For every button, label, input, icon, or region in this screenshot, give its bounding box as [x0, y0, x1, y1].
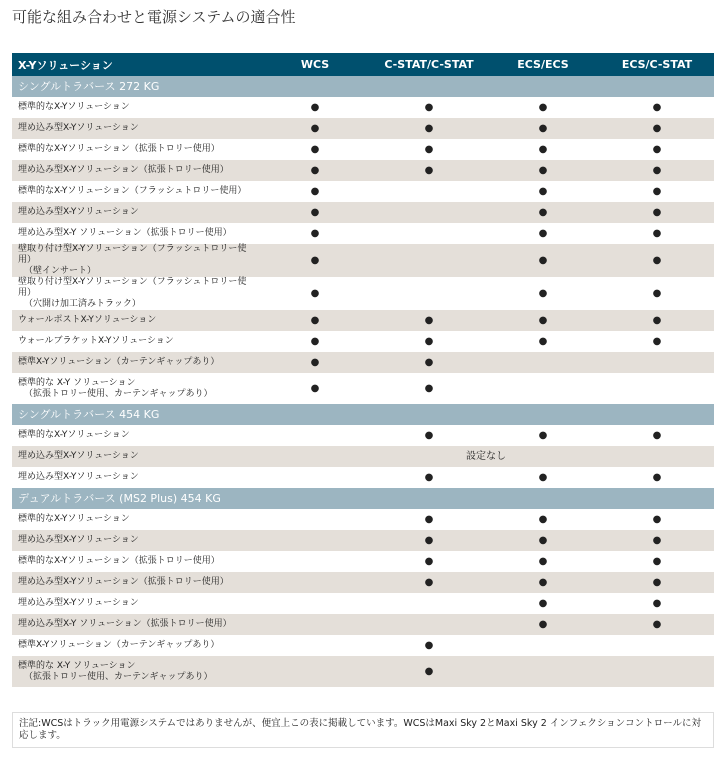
compatible-mark: ● [538, 336, 548, 347]
compatible-mark: ● [600, 160, 714, 181]
row-label [12, 118, 258, 139]
compatible-mark: ● [486, 118, 600, 139]
empty-cell [486, 373, 600, 404]
compatible-mark: ● [538, 514, 548, 525]
row-label-text: 壁取り付け型X-Yソリューション（フラッシュトロリー使用） [18, 244, 247, 265]
section-header [12, 488, 714, 509]
compatible-mark: ● [538, 102, 548, 113]
compatible-mark: ● [652, 472, 662, 483]
row-label [12, 530, 258, 551]
compatible-mark: ● [424, 430, 434, 441]
row-label-text: 標準的なX-Yソリューション [18, 102, 130, 112]
compatible-mark: ● [538, 186, 548, 197]
compatible-mark: ● [486, 244, 600, 277]
empty-cell [372, 614, 486, 635]
row-label-text: 埋め込み型X-Yソリューション（拡張トロリー使用） [18, 577, 229, 587]
compatible-mark: ● [600, 202, 714, 223]
row-label-text: 標準的な X-Y ソリューション [18, 377, 136, 388]
empty-cell [486, 656, 600, 687]
compatible-mark: ● [652, 186, 662, 197]
compatible-mark: ● [486, 160, 600, 181]
compatible-mark: ● [652, 556, 662, 567]
compatible-mark: ● [652, 228, 662, 239]
row-label [12, 352, 258, 373]
row-label [12, 97, 258, 118]
compatible-mark: ● [372, 572, 486, 593]
row-label [12, 551, 258, 572]
compatible-mark: ● [310, 228, 320, 239]
row-label [12, 223, 258, 244]
col-header-ecs: ECS/ECS [486, 53, 600, 76]
compatible-mark: ● [538, 598, 548, 609]
empty-cell [258, 635, 372, 656]
table-row [12, 331, 714, 352]
empty-cell [372, 202, 486, 223]
compatible-mark: ● [652, 514, 662, 525]
table-row [12, 160, 714, 181]
row-label [12, 277, 258, 310]
empty-cell [486, 635, 600, 656]
compatible-mark: ● [538, 228, 548, 239]
row-label [12, 509, 258, 530]
row-label-text: ウォールポストX-Yソリューション [18, 315, 157, 325]
empty-cell [600, 352, 714, 373]
compatible-mark: ● [424, 144, 434, 155]
compatible-mark: ● [600, 614, 714, 635]
row-label [12, 160, 258, 181]
row-label-text: 埋め込み型X-Yソリューション [18, 535, 139, 545]
compatible-mark: ● [424, 514, 434, 525]
compatible-mark: ● [652, 598, 662, 609]
compatible-mark: ● [486, 310, 600, 331]
compatible-mark: ● [486, 530, 600, 551]
row-label-text: 埋め込み型X-Yソリューション [18, 123, 139, 133]
table-row [12, 656, 714, 687]
table-row [12, 509, 714, 530]
compatibility-table [12, 53, 714, 687]
empty-cell [258, 593, 372, 614]
compatible-mark: ● [486, 202, 600, 223]
empty-cell [258, 467, 372, 488]
row-label-sub: （壁インサート） [24, 266, 97, 276]
compatible-mark: ● [310, 186, 320, 197]
empty-cell [258, 656, 372, 687]
row-label-text: 標準X-Yソリューション（カーテンギャップあり） [18, 357, 220, 367]
table-row [12, 530, 714, 551]
compatible-mark: ● [486, 614, 600, 635]
row-label-text: 壁取り付け型X-Yソリューション（フラッシュトロリー使用） [18, 277, 247, 298]
footnote-text: 注記:WCSはトラック用電源システムではありませんが、便宜上この表に掲載しています。WCSはMaxi Sky 2とMaxi Sky 2 インフェクションコントロールに対応します。 [19, 718, 701, 741]
row-label [12, 572, 258, 593]
row-label [12, 635, 258, 656]
row-label-text: 埋め込み型X-Y ソリューション（拡張トロリー使用） [18, 228, 232, 238]
empty-cell [600, 635, 714, 656]
table-row [12, 277, 714, 310]
table-row [12, 614, 714, 635]
row-label-sub: （拡張トロリー使用、カーテンギャップあり） [24, 388, 213, 399]
row-label [12, 310, 258, 331]
row-label-text: 埋め込み型X-Yソリューション [18, 472, 139, 482]
empty-cell [372, 223, 486, 244]
compatible-mark: ● [424, 472, 434, 483]
row-label-text: 標準的なX-Yソリューション（拡張トロリー使用） [18, 556, 220, 566]
footnote [12, 712, 714, 748]
section-title: シングルトラバース 454 KG [12, 404, 714, 425]
row-label [12, 373, 258, 404]
section-title: シングルトラバース 272 KG [12, 76, 714, 97]
empty-cell [258, 530, 372, 551]
compatible-mark: ● [258, 310, 372, 331]
compatible-mark: ● [652, 336, 662, 347]
row-label [12, 244, 258, 277]
row-label [12, 446, 258, 467]
compatible-mark: ● [310, 288, 320, 299]
row-label [12, 181, 258, 202]
section-header [12, 76, 714, 97]
empty-cell [372, 277, 486, 310]
row-label-text: 標準的なX-Yソリューション（フラッシュトロリー使用） [18, 186, 247, 196]
col-header-wcs: WCS [258, 53, 372, 76]
compatible-mark: ● [538, 472, 548, 483]
empty-cell [258, 572, 372, 593]
empty-cell [372, 593, 486, 614]
row-label-text: 埋め込み型X-Y ソリューション（拡張トロリー使用） [18, 619, 232, 629]
empty-cell [372, 244, 486, 277]
empty-cell [258, 614, 372, 635]
compatible-mark: ● [652, 144, 662, 155]
compatible-mark: ● [538, 556, 548, 567]
compatible-mark: ● [600, 244, 714, 277]
compatible-mark: ● [310, 144, 320, 155]
empty-cell [258, 425, 372, 446]
row-label [12, 467, 258, 488]
col-header-cstat: C-STAT/C-STAT [372, 53, 486, 76]
compatible-mark: ● [652, 102, 662, 113]
table-row [12, 139, 714, 160]
compatible-mark: ● [424, 102, 434, 113]
row-label-text: 標準X-Yソリューション（カーテンギャップあり） [18, 640, 220, 650]
row-label-text: 埋め込み型X-Yソリューション [18, 598, 139, 608]
compatible-mark: ● [372, 352, 486, 373]
row-label [12, 614, 258, 635]
compatible-mark: ● [424, 336, 434, 347]
row-label-text: 埋め込み型X-Yソリューション [18, 207, 139, 217]
empty-cell [258, 509, 372, 530]
table-row [12, 425, 714, 446]
row-label [12, 139, 258, 160]
empty-cell [600, 373, 714, 404]
row-label [12, 331, 258, 352]
compatible-mark: ● [258, 160, 372, 181]
col-header-ecs-cstat: ECS/C-STAT [600, 53, 714, 76]
page-title: 可能な組み合わせと電源システムの適合性 [12, 8, 296, 26]
compatible-mark: ● [538, 288, 548, 299]
row-label [12, 425, 258, 446]
table-row [12, 181, 714, 202]
table-row [12, 310, 714, 331]
compatible-mark: ● [372, 656, 486, 687]
compatible-mark: ● [258, 352, 372, 373]
row-label-sub: （穴開け加工済みトラック） [24, 299, 141, 309]
table-row [12, 223, 714, 244]
compatible-mark: ● [310, 102, 320, 113]
compatible-mark: ● [538, 430, 548, 441]
row-label-sub: （拡張トロリー使用、カーテンギャップあり） [24, 671, 213, 682]
empty-cell [372, 181, 486, 202]
compatible-mark: ● [600, 572, 714, 593]
table-row [12, 118, 714, 139]
row-label [12, 593, 258, 614]
compatible-mark: ● [372, 530, 486, 551]
empty-cell [486, 352, 600, 373]
section-header [12, 404, 714, 425]
table-header [12, 53, 714, 76]
row-label-text: 標準的な X-Y ソリューション [18, 660, 136, 671]
compatible-mark: ● [486, 572, 600, 593]
compatible-mark: ● [310, 383, 320, 394]
section-title: デュアルトラバース (MS2 Plus) 454 KG [12, 488, 714, 509]
table-row [12, 593, 714, 614]
table-row [12, 202, 714, 223]
compatible-mark: ● [310, 336, 320, 347]
compatible-mark: ● [258, 202, 372, 223]
compatible-mark: ● [424, 640, 434, 651]
compatible-mark: ● [258, 244, 372, 277]
compatible-mark: ● [424, 383, 434, 394]
compatible-mark: ● [372, 310, 486, 331]
row-label-text: 埋め込み型X-Yソリューション [18, 451, 139, 461]
col-header-solution: X-Yソリューション [12, 53, 258, 76]
table-row [12, 572, 714, 593]
row-label [12, 202, 258, 223]
row-label-text: 標準的なX-Yソリューション（拡張トロリー使用） [18, 144, 220, 154]
row-label-text: 標準的なX-Yソリューション [18, 514, 130, 524]
compatible-mark: ● [424, 556, 434, 567]
row-label-text: ウォールブラケットX-Yソリューション [18, 336, 174, 346]
table-row [12, 244, 714, 277]
table-row [12, 551, 714, 572]
row-label-text: 埋め込み型X-Yソリューション（拡張トロリー使用） [18, 165, 229, 175]
compatible-mark: ● [372, 160, 486, 181]
compatible-mark: ● [600, 118, 714, 139]
compatible-mark: ● [600, 530, 714, 551]
compatible-mark: ● [652, 430, 662, 441]
compatible-mark: ● [652, 288, 662, 299]
table-row [12, 446, 714, 467]
compatible-mark: ● [538, 144, 548, 155]
table-row [12, 97, 714, 118]
row-label [12, 656, 258, 687]
compatible-mark: ● [600, 310, 714, 331]
compatible-mark: ● [258, 118, 372, 139]
table-row [12, 467, 714, 488]
compatible-mark: ● [372, 118, 486, 139]
table-row [12, 635, 714, 656]
not-available-cell: 設定なし [258, 446, 714, 467]
empty-cell [258, 551, 372, 572]
table-row [12, 352, 714, 373]
table-row [12, 373, 714, 404]
empty-cell [600, 656, 714, 687]
row-label-text: 標準的なX-Yソリューション [18, 430, 130, 440]
